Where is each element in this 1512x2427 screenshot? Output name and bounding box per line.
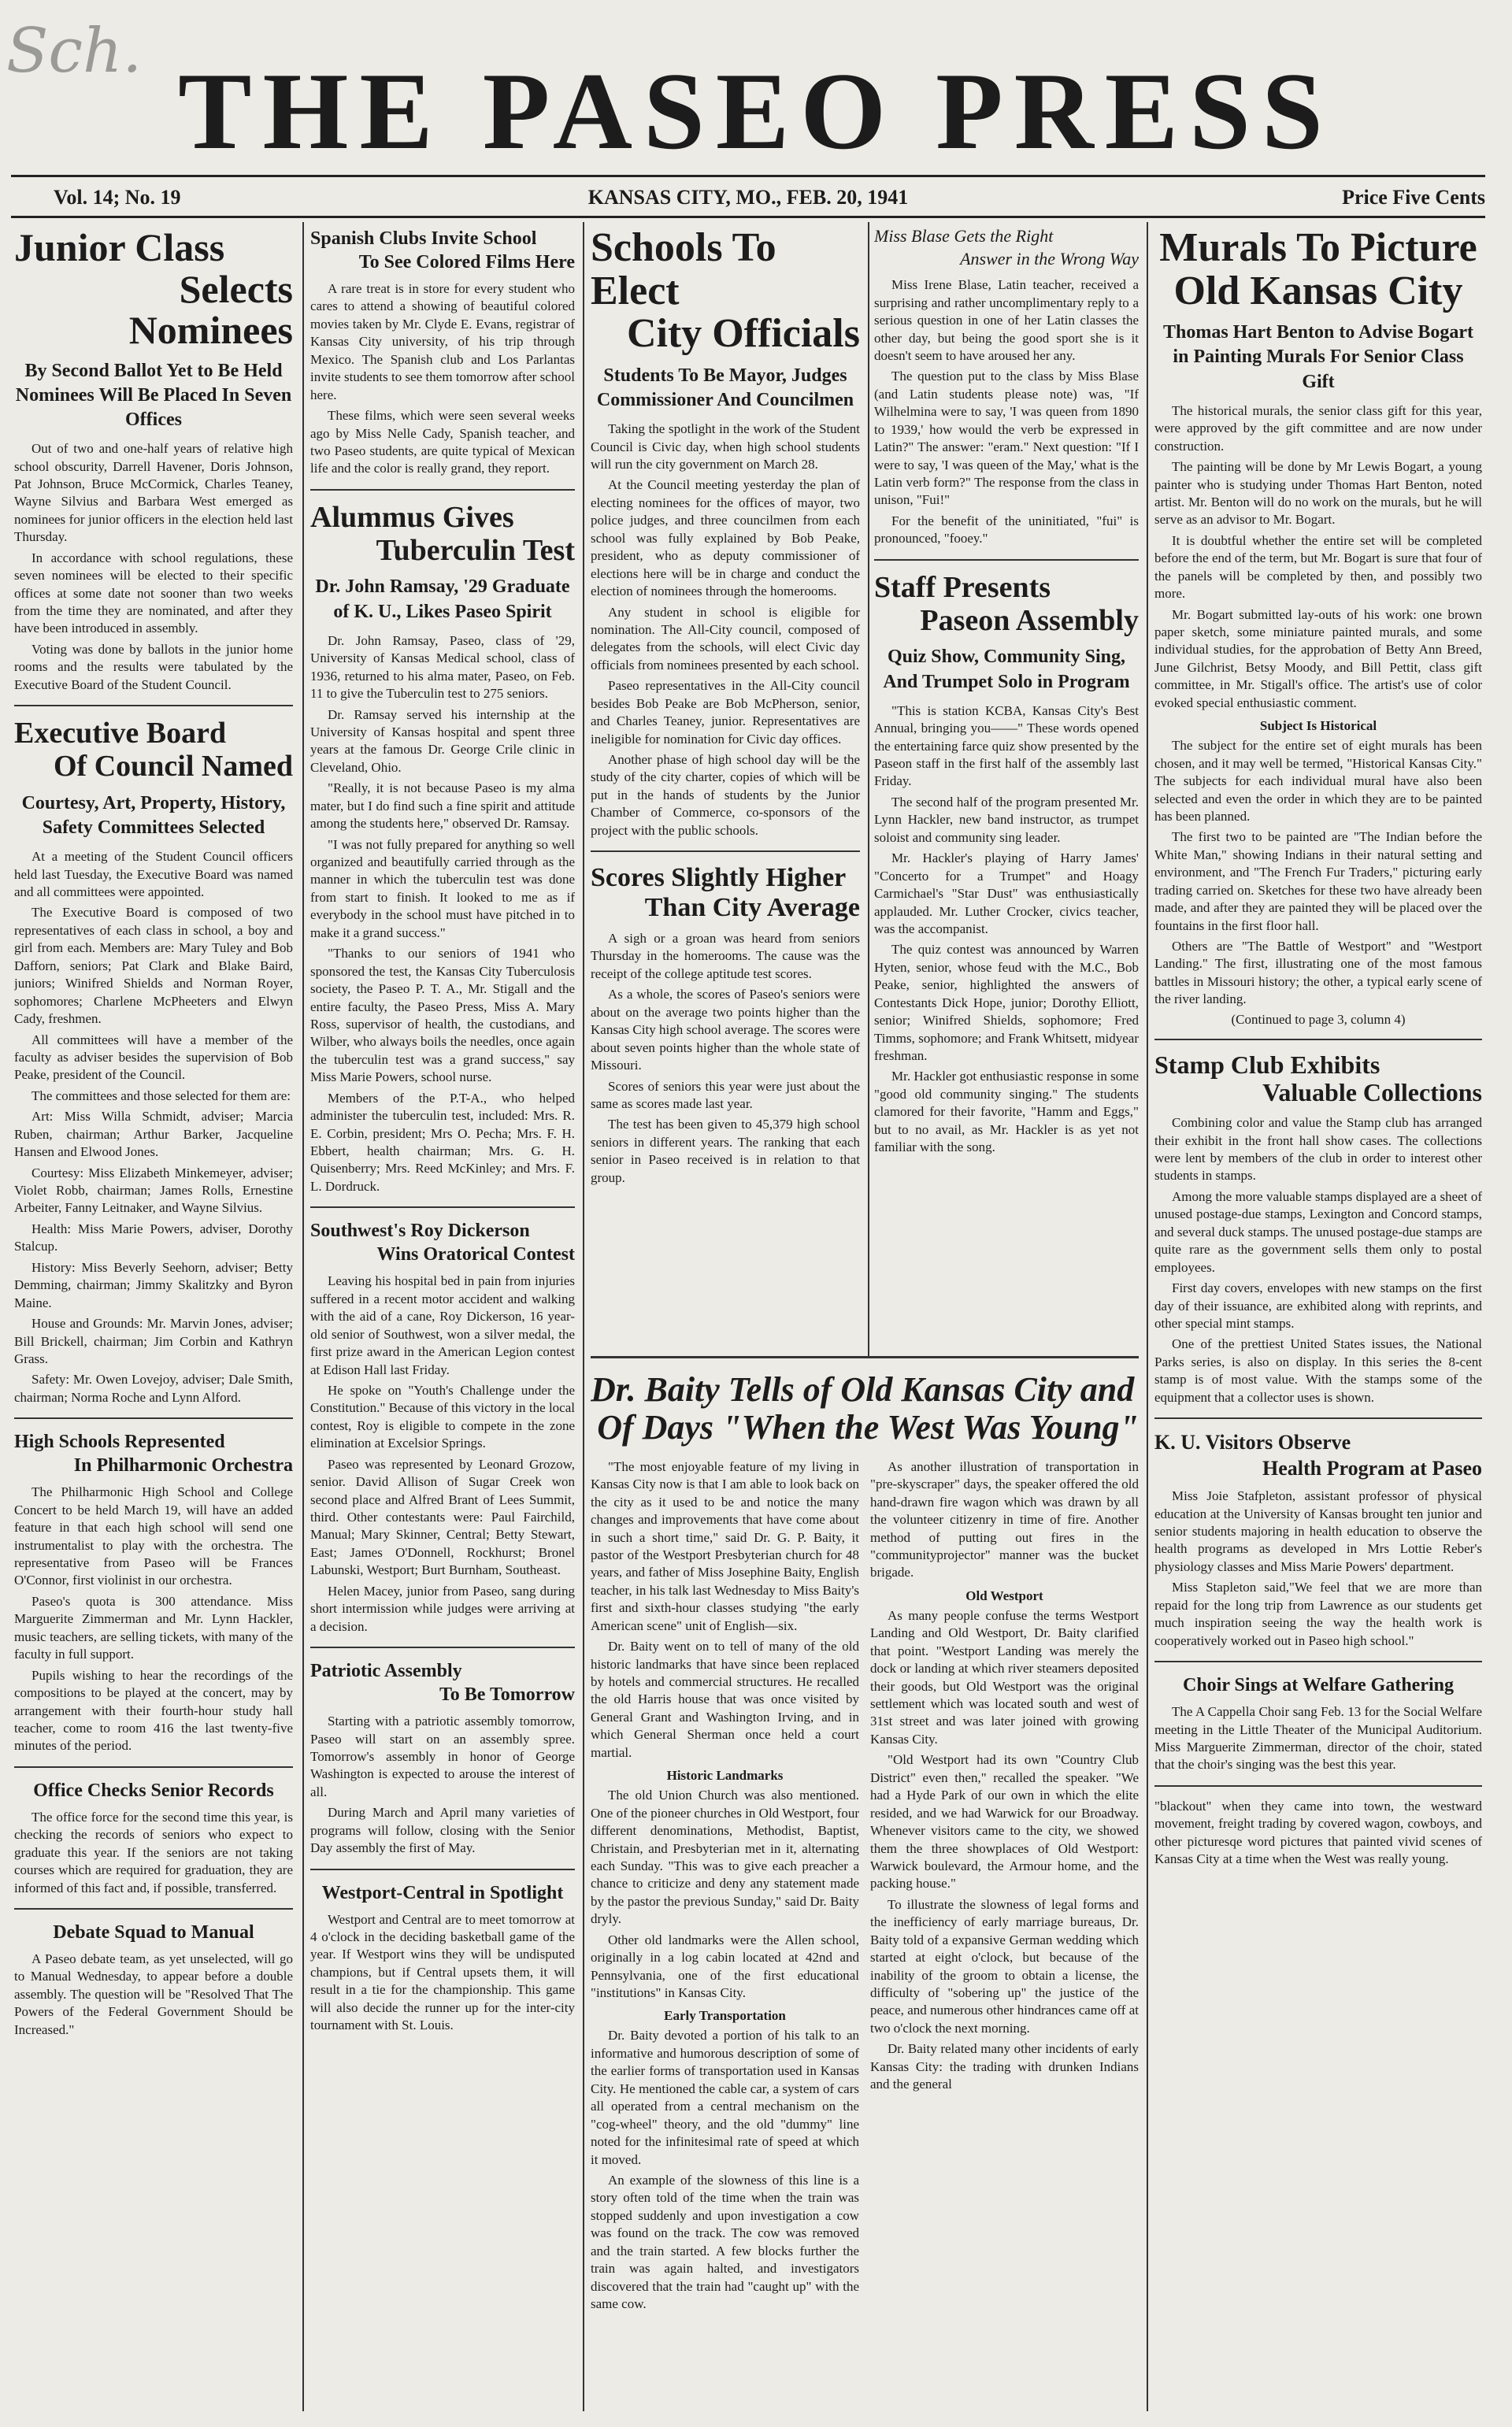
article-paragraph: Voting was done by ballots in the junior home rooms and the results were tabulated by the Executive Board of the Student Council. [14, 641, 293, 692]
article-paragraph: Paseo was represented by Leonard Grozow, senior. David Allison of Sugar Creek won second place and Alfred Brant of Lees Summit, third. Other contestants were: Paul Fairchild, Manual; Mary Skinner, Central; Betty Stewart, East; James O'Donnell, Rockhurst; Bronel Labunski, Westport; Burt Burnham, Southeast. [310, 1456, 575, 1578]
article-paragraph: An example of the slowness of this line is a story often told of the time when the train was stopped suddenly and upon investigation a cow was found on the track. The cow was removed and the train started. A few blocks further the train was again halted, and investigators discovered that the train had "caught up" with the same cow. [591, 2172, 859, 2312]
alummus-deck: Dr. John Ramsay, '29 Graduate of K. U., Likes Paseo Spirit [315, 576, 570, 622]
article-paragraph: Out of two and one-half years of relative high school obscurity, Darrell Havener, Doris Johnson, Pat Johnson, Bruce McCormick, Charles Teaney, Wayne Silvius and Barbara West emerged as nominees for junior officers in the election held last Thursday. [14, 441, 293, 545]
article-paragraph: A Paseo debate team, as yet unselected, will go to Manual Wednesday, to appear before a double assembly. The question will be "Resolved That The Powers of the Federal Government Should be Increased." [14, 1951, 293, 2037]
column-3 [591, 222, 860, 1340]
masthead-rule-bottom [11, 216, 1485, 218]
article-divider [1154, 1661, 1482, 1662]
stamp-club-headline: Stamp Club Exhibits Valuable Collections [1154, 1050, 1482, 1106]
article-paragraph: The second half of the program presented Mr. Lynn Hackler, new band instructor, as trumpet soloist and community sing leader. [874, 794, 1139, 845]
murals-deck: Thomas Hart Benton to Advise Bogart in Painting Murals For Senior Class Gift [1162, 322, 1473, 392]
staff-presents-headline: Staff Presents Paseon Assembly [874, 570, 1139, 637]
scores-headline: Scores Slightly Higher Than City Average [591, 863, 860, 922]
spanish-clubs-headline: Spanish Clubs Invite School To See Colored Films Here [310, 228, 575, 272]
subhead-historic-landmarks: Historic Landmarks [666, 1768, 784, 1784]
executive-board-deck: Courtesy, Art, Property, History, Safety Committees Selected [21, 792, 286, 838]
article-paragraph: As another illustration of transportation in "pre-skyscraper" days, the speaker offered the old hand-drawn fire wagon which was drawn by all the volunteer citizenry in time of fire. Another method of putting out fires in the "communityprojector" manner was the bucket brigade. [870, 1458, 1139, 1580]
article-paragraph: A sigh or a groan was heard from seniors Thursday in the homerooms. The cause was the receipt of the college aptitude test scores. [591, 931, 860, 981]
article-paragraph: "blackout" when they came into town, the westward movement, freight trading by covered wagon, cowboys, and other picturesqe word pictures that painted vivid scenes of Kansas City at a time when the West was really young. [1154, 1798, 1482, 1867]
dickerson-headline: Southwest's Roy Dickerson Wins Oratorical Contest [310, 1221, 575, 1265]
murals-headline: Murals To Picture Old Kansas City [1159, 225, 1477, 313]
article-divider [14, 1766, 293, 1768]
article-paragraph: Art: Miss Willa Schmidt, adviser; Marcia Ruben, chairman; Arthur Barker, Jacqueline Hansen and Elwood Jones. [14, 1109, 293, 1160]
junior-class-headline: Junior Class Selects Nominees [14, 225, 293, 352]
article-paragraph: Paseo's quota is 300 attendance. Miss Marguerite Zimmerman and Mr. Lynn Hackler, music teachers, are selling tickets, with many of the faculty in full support. [14, 1593, 293, 1662]
article-paragraph: "This is station KCBA, Kansas City's Best Annual, bringing you——" These words opened the entertaining farce quiz show presented by the Paseon staff in the first half of the assembly last Friday. [874, 702, 1139, 789]
article-paragraph: Dr. John Ramsay, Paseo, class of '29, University of Kansas Medical school, class of 1936, returned to his alma mater, Paseo, on Feb. 11 to give the Tuberculin test to 275 seniors. [310, 632, 575, 702]
article-paragraph: Scores of seniors this year were just about the same as scores made last year. [591, 1078, 860, 1111]
article-paragraph: One of the prettiest United States issues, the National Parks series, is also on display. In this series the 8-cent stamp is of most value. With the stamps some of the equipment that a collector uses is shown. [1154, 1336, 1482, 1405]
article-paragraph: "I was not fully prepared for anything so well organized and beautifully carried through as the manner in which the tuberculin test was done from start to finish. It looked to me as if everybody in the school must have pitched in to make it a grand success." [310, 836, 575, 940]
article-paragraph: The old Union Church was also mentioned. One of the pioneer churches in Old Westport, four different denominations, Methodist, Baptist, Christain, and Presbyterian met in it, alternating each Sunday. "This was to give each preacher a chance to criticize and deny any statement made by the pastor the previous Sunday," said Dr. Baity dryly. [591, 1788, 859, 1927]
article-paragraph: History: Miss Beverly Seehorn, adviser; Betty Demming, chairman; Jimmy Skalitzky and Byron Maine. [14, 1259, 293, 1310]
article-paragraph: Others are "The Battle of Westport" and "Westport Landing." The first, illustrating one of the most famous battles in Missouri history; the other, a typical early scene of the river landing. [1154, 939, 1482, 1007]
westport-central-headline: Westport-Central in Spotlight [321, 1882, 564, 1903]
column-rule [868, 222, 869, 1356]
junior-class-deck: By Second Ballot Yet to Be Held Nominees Will Be Placed In Seven Offices [15, 360, 292, 430]
elect-officials-deck: Students To Be Mayor, Judges Commissioner And Councilmen [596, 365, 854, 410]
article-paragraph: "Really, it is not because Paseo is my alma mater, but I do find such a fine spirit and attitude among the students here," observed Dr. Ramsay. [310, 780, 575, 832]
article-divider [14, 1908, 293, 1910]
article-paragraph: Dr. Ramsay served his internship at the University of Kansas hospital and spent three years at the famous Dr. George Crile clinic in Cleveland, Ohio. [310, 706, 575, 775]
article-paragraph: The test has been given to 45,379 high school seniors in different years. The ranking that each senior in Paseo received is in relation to that group. [591, 1117, 860, 1185]
article-paragraph: Westport and Central are to meet tomorrow at 4 o'clock in the deciding basketball game of the year. If Westport wins they will be undisputed champions, but if Central upsets them, it will result in a tie for the championship. This game will also decide the runner up for the inter-city tournament with St. Louis. [310, 1911, 575, 2033]
subhead-early-transportation: Early Transportation [664, 2008, 786, 2024]
continued-note: (Continued to page 3, column 4) [1231, 1011, 1406, 1027]
article-paragraph: Dr. Baity went on to tell of many of the old historic landmarks that have since been replaced by hotels and commercial structures. He recalled the old Harris house that was once visited by General Grant and Washington Irving, and in which General Sherman once held a court martial. [591, 1639, 859, 1760]
article-paragraph: Taking the spotlight in the work of the Student Council is Civic day, when high school students will run the city government on March 28. [591, 421, 860, 472]
column-rule [1147, 222, 1148, 2411]
article-divider [310, 489, 575, 491]
article-paragraph: It is doubtful whether the entire set will be completed before the end of the term, but Mr. Bogart is sure that four of the panels will be completed by then, and possibly two more. [1154, 532, 1482, 602]
dr-baity-headline: Dr. Baity Tells of Old Kansas City and Of Days "When the West Was Young" [591, 1370, 1139, 1447]
article-paragraph: Pupils wishing to hear the recordings of the compositions to be played at the concert, may by arrangement with their fourth-hour study hall teacher, come to room 416 the last twenty-five minutes of the period. [14, 1667, 293, 1754]
subhead-old-westport: Old Westport [965, 1588, 1043, 1603]
article-divider [310, 1869, 575, 1870]
article-paragraph: The A Cappella Choir sang Feb. 13 for the Social Welfare meeting in the Little Theater of the Municipal Auditorium. Miss Marguerite Zimmerman, director of the choir, stated that the choir's singing was the best this year. [1154, 1704, 1482, 1773]
article-paragraph: All committees will have a member of the faculty as adviser besides the supervision of Bob Peake, president of the Council. [14, 1032, 293, 1083]
article-paragraph: The office force for the second time this year, is checking the records of seniors who expect to graduate this year. If the seniors are not taking courses which are required for graduation, they are informed of this fact and, if possible, transferred. [14, 1809, 293, 1895]
article-paragraph: Courtesy: Miss Elizabeth Minkemeyer, adviser; Violet Robb, chairman; James Rolls, Ernestine Arbeiter, Fanny Leitnaker, and Wayne Silvius. [14, 1165, 293, 1216]
article-paragraph: "The most enjoyable feature of my living in Kansas City now is that I am able to look back on the city as it used to be and notice the many changes and improvements that have come about in such a short time," said Dr. G. P. Baity, it pastor of the Westport Presbyterian church for 48 years, and father of Miss Josephine Baity, English teacher, in his talk last Wednesday to Miss Baity's first and sixth-hour classes studying "the early American scene" unit of English—six. [591, 1458, 859, 1633]
article-paragraph: During March and April many varieties of programs will follow, closing with the Senior Day assembly the first of May. [310, 1805, 575, 1856]
article-paragraph: Any student in school is eligible for nomination. The All-City council, composed of delegates from the schools, will elect Civic day officials from nominees presented by each school. [591, 604, 860, 673]
article-paragraph: Miss Stapleton said,"We feel that we are more than repaid for the long trip from Lawrence as our students get much inspiration seeing the way the health work is cooperatively worked out in Paseo high school." [1154, 1580, 1482, 1648]
article-paragraph: "Old Westport had its own "Country Club District" even then," recalled the speaker. "We had a Hyde Park of our own in which the elite resided, and we had Warwick for our Broadway. Whenever visitors came to the city, we showed them the three showplaces of Old Westport: Warwick boulevard, the Armour home, and the packing house." [870, 1752, 1139, 1892]
article-paragraph: Leaving his hospital bed in pain from injuries suffered in a recent motor accident and walking with the aid of a cane, Roy Dickerson, 16 year-old senior of Southwest, won a silver medal, the first prize award in the American Legion contest at Edison Hall last Friday. [310, 1273, 575, 1377]
column-5 [1154, 222, 1482, 2419]
article-paragraph: The quiz contest was announced by Warren Hyten, senior, whose feud with the M.C., Bob Peake, senior, highlighted the answers of Contestants Dick Hope, junior; Dorothy Elliott, senior; Winifred Shields, sophomore; Fred Timms, sophomore; and Frank Whitsett, midyear freshman. [874, 942, 1139, 1064]
article-divider [1154, 1417, 1482, 1419]
article-paragraph: As many people confuse the terms Westport Landing and Old Westport, Dr. Baity clarified that point. "Westport Landing was merely the dock or landing at which river steamers deposited their goods, but Old Westport was the original settlement which was located south and west of 31st street and was later joined with growing Kansas City. [870, 1607, 1139, 1747]
article-paragraph: The committees and those selected for them are: [32, 1088, 291, 1103]
article-paragraph: For the benefit of the uninitiated, "fui" is pronounced, "fooey." [874, 513, 1139, 547]
article-paragraph: Combining color and value the Stamp club has arranged their exhibit in the front hall show cases. The collections were lent by members of the club in order to interest other students in stamps. [1154, 1115, 1482, 1184]
article-paragraph: The Philharmonic High School and College Concert to be held March 19, will have an added feature in that each high school will send one instrumentalist to play with the orchestra. The representative from Paseo will be Frances O'Connor, first violinist in our orchestra. [14, 1484, 293, 1588]
article-paragraph: Paseo representatives in the All-City council besides Bob Peake are Bob McPherson, senior, and Charles Teaney, junior. Representatives are ineligible for nomination for Civic day offices. [591, 678, 860, 747]
article-paragraph: At a meeting of the Student Council officers held last Tuesday, the Executive Board was named and all committees were appointed. [14, 849, 293, 900]
subhead-subject-historical: Subject Is Historical [1259, 718, 1377, 734]
masthead-rule-top [11, 175, 1485, 177]
ku-visitors-headline: K. U. Visitors Observe Health Program at Paseo [1154, 1431, 1482, 1480]
article-paragraph: "Thanks to our seniors of 1941 who sponsored the test, the Kansas City Tuberculosis society, the Paseo P. T. A., Mr. Stigall and the entire faculty, the Paseo Press, Miss A. Mary Ross, supervisor of health, the custodians, and Wilber, who always boils the needles, once again the tuberculin test was a grand success," say Miss Marie Powers, school nurse. [310, 946, 575, 1085]
article-divider [1154, 1039, 1482, 1040]
miss-blase-headline: Miss Blase Gets the Right Answer in the Wrong Way [874, 226, 1139, 269]
article-paragraph: These films, which were seen several weeks ago by Miss Nelle Cady, Spanish teacher, and two Paseo students, are quite typical of Mexican life and the color is really grand, they report. [310, 408, 575, 476]
article-paragraph: Members of the P.T-A., who helped administer the tuberculin test, included: Mrs. R. E. Corbin, president; Mrs O. Pecha; Mrs. F. H. Ebbert, health chairman; Mrs. G. H. Quisenberry; Mrs. Reed McKinley; and Mrs. F. L. Dordruck. [310, 1090, 575, 1194]
article-paragraph: As a whole, the scores of Paseo's seniors were about on the average two points higher than the Kansas City high school average. The scores were about seven points higher than the whole state of Missouri. [591, 987, 860, 1073]
dateline-bar [11, 183, 1485, 214]
article-paragraph: Dr. Baity devoted a portion of his talk to an informative and humorous description of some of the earlier forms of transportation used in Kansas City. He mentioned the cable car, a system of cars all operated from a central mechanism on the "cog-wheel" theory, and the old "dummy" line noted for the infinitesimal rate of speed at which it moved. [591, 2028, 859, 2167]
article-paragraph: Dr. Baity related many other incidents of early Kansas City: the trading with drunken Indians and the general [870, 2041, 1139, 2092]
article-paragraph: Mr. Hackler's playing of Harry James' "Concerto for a Trumpet" and Hoagy Carmichael's "Star Dust" was enthusiastically applauded. Mr. Luther Crocker, civics teacher, was the accompanist. [874, 850, 1139, 936]
debate-squad-headline: Debate Squad to Manual [53, 1922, 254, 1943]
dr-baity-column-right [870, 1458, 1139, 2317]
article-paragraph: The Executive Board is composed of two representatives of each class in school, a boy and girl from each. Members are: Mary Tuley and Bob Dafforn, seniors; Pat Clark and Blake Baird, juniors; Winifred Shields and Norman Royer, sophomores; Charlene McPheeters and Elwyn Cady, freshmen. [14, 905, 293, 1027]
column-1 [14, 222, 293, 2419]
dr-baity-columns [591, 1458, 1139, 2317]
choir-headline: Choir Sings at Welfare Gathering [1182, 1675, 1454, 1696]
elect-officials-headline: Schools To Elect City Officials [591, 225, 860, 357]
volume-number: Vol. 14; No. 19 [54, 186, 181, 209]
column-rule [583, 222, 584, 2411]
article-paragraph: The painting will be done by Mr Lewis Bogart, a young painter who is studying under Thomas Hart Benton, noted artist. Mr. Benton will do no work on the murals, but he will serve as an advisor to Mr. Bogart. [1154, 459, 1482, 528]
article-paragraph: The subject for the entire set of eight murals has been chosen, and it may well be termed, "Historical Kansas City." The subjects for each individual mural have also been selected and even the order in which they are to be painted has been planned. [1154, 738, 1482, 824]
article-paragraph: In accordance with school regulations, these seven nominees will be elected to their specific offices at some date not sooner than two weeks from the time they are nominated, and after they have been introduced in assembly. [14, 550, 293, 636]
article-paragraph: To illustrate the slowness of legal forms and the inefficiency of early marriage bureaus, Dr. Baity told of a expansive German wedding which started at eight o'clock, but because of the inability of the groom to obtain a license, the difficulty of "sobering up" the justice of the peace, and numerous other hindrances came off at two o'clock the next morning. [870, 1896, 1139, 2036]
staff-presents-deck: Quiz Show, Community Sing, And Trumpet Solo in Program [883, 647, 1130, 692]
article-divider [14, 705, 293, 706]
column-2 [310, 222, 575, 2419]
dr-baity-column-left [591, 1458, 859, 2317]
article-divider [14, 1417, 293, 1419]
article-paragraph: House and Grounds: Mr. Marvin Jones, adviser; Bill Brickell, chairman; Jim Corbin and Kathryn Grass. [14, 1316, 293, 1366]
price: Price Five Cents [1342, 186, 1485, 209]
article-divider [874, 559, 1139, 561]
patriotic-assembly-headline: Patriotic Assembly To Be Tomorrow [310, 1661, 575, 1706]
article-paragraph: Another phase of high school day will be the study of the city charter, copies of which will be put in the hands of students by the Junior Chamber of Commerce, co-sponsors of the project with the public schools. [591, 752, 860, 838]
article-paragraph: Health: Miss Marie Powers, adviser, Dorothy Stalcup. [14, 1221, 293, 1254]
column-rule [302, 222, 304, 2411]
executive-board-headline: Executive Board Of Council Named [14, 717, 293, 783]
article-divider [591, 850, 860, 852]
article-paragraph: The historical murals, the senior class gift for this year, were approved by the gift committee and are now under construction. [1154, 402, 1482, 454]
philharmonic-headline: High Schools Represented In Philharmonic Orchestra [14, 1432, 293, 1477]
article-divider [310, 1206, 575, 1208]
office-checks-headline: Office Checks Senior Records [33, 1780, 274, 1801]
article-paragraph: A rare treat is in store for every student who cares to attend a showing of beautiful colored movies taken by Mr. Clyde E. Evans, registrar of Kansas City university, of his trip through Mexico. The Spanish club and Los Parlantas invite students to see them tomorrow after school here. [310, 281, 575, 402]
article-paragraph: Helen Macey, junior from Paseo, sang during short intermission while judges were arriving at a decision. [310, 1583, 575, 1634]
masthead-title: THE PASEO PRESS [178, 50, 1334, 172]
article-paragraph: The question put to the class by Miss Blase (and Latin students please note) was, "If Wilhelmina were to say, 'I was queen from 1890 to 1939,' how would the verb be expressed in Latin?" The answer: "eram." Next question: "If I were to say, 'I was queen of the May,' what is the Latin verb form?" The response from the class in unison, "Fui!" [874, 369, 1139, 508]
dr-baity-article [591, 1356, 1139, 2420]
article-paragraph: At the Council meeting yesterday the plan of electing nominees for the offices of mayor, two police judges, and three councilmen from each school was fully explained by Bob Peake, president, who as deputy commissioner of elections here will be in charge and conduct the election of nominees through the homerooms. [591, 477, 860, 599]
alummus-headline: Alummus Gives Tuberculin Test [310, 500, 575, 567]
dateline: KANSAS CITY, MO., FEB. 20, 1941 [587, 186, 909, 209]
article-paragraph: Among the more valuable stamps displayed are a sheet of unused postage-due stamps, Lexington and Concord stamps, and several duck stamps. The unused postage-due stamps are quite rare as the government sells them only to postal employees. [1154, 1188, 1482, 1275]
article-paragraph: Miss Irene Blase, Latin teacher, received a surprising and rather uncomplimentary reply to a serious question in one of her Latin classes the other day, but being the good sport she is it doesn't seem to have aroused her any. [874, 277, 1139, 363]
article-paragraph: Mr. Bogart submitted lay-outs of his work: one brown paper sketch, some miniature painted murals, and some individual studies, for the approbation of Betty Ann Breed, June Gilchrist, Betsy Moody, and Bill Pettit, class gift committee, in Mr. Stigall's office. The artist's use of color evoked special enthusiastic comment. [1154, 606, 1482, 710]
article-paragraph: Miss Joie Stafpleton, assistant professor of physical education at the University of Kansas brought ten junior and senior students majoring in health education to observe the health programs as developed in Mrs Lottie Reber's physiology classes and Miss Marie Powers' department. [1154, 1488, 1482, 1574]
article-divider [310, 1647, 575, 1648]
article-paragraph: Safety: Mr. Owen Lovejoy, adviser; Dale Smith, chairman; Norma Roche and Lynn Alford. [14, 1372, 293, 1405]
article-paragraph: First day covers, envelopes with new stamps on the first day of their issuance, are exhibited along with reprints, and other special mint stamps. [1154, 1280, 1482, 1331]
article-paragraph: Starting with a patriotic assembly tomorrow, Paseo will start on an assembly spree. Tomorrow's assembly in honor of George Washington is expected to arouse the interest of all. [310, 1714, 575, 1799]
column-4 [874, 222, 1139, 1340]
article-paragraph: Mr. Hackler got enthusiastic response in some "good old community singing." The students clamored for their favorite, "Hamm and Eggs," but to no avail, as Mr. Hackler is as yet not familiar with the song. [874, 1069, 1139, 1155]
article-paragraph: He spoke on "Youth's Challenge under the Constitution." Because of this victory in the local contest, Roy is eligible to compete in the zone elimination at Excelsior Springs. [310, 1382, 575, 1451]
article-paragraph: Other old landmarks were the Allen school, originally in a log cabin located at 42nd and Pennsylvania, one of the first educational "institutions" in Kansas City. [591, 1932, 859, 2001]
article-divider [1154, 1785, 1482, 1787]
pencil-note: Sch. [6, 16, 143, 87]
article-paragraph: The first two to be painted are "The Indian before the White Man," showing Indians in their natural setting and environment, and "The French Fur Traders," picturing early trading carried on. Sketches for these two have already been made, and after they are painted they will be placed over the fountains in the first floor hall. [1154, 829, 1482, 933]
